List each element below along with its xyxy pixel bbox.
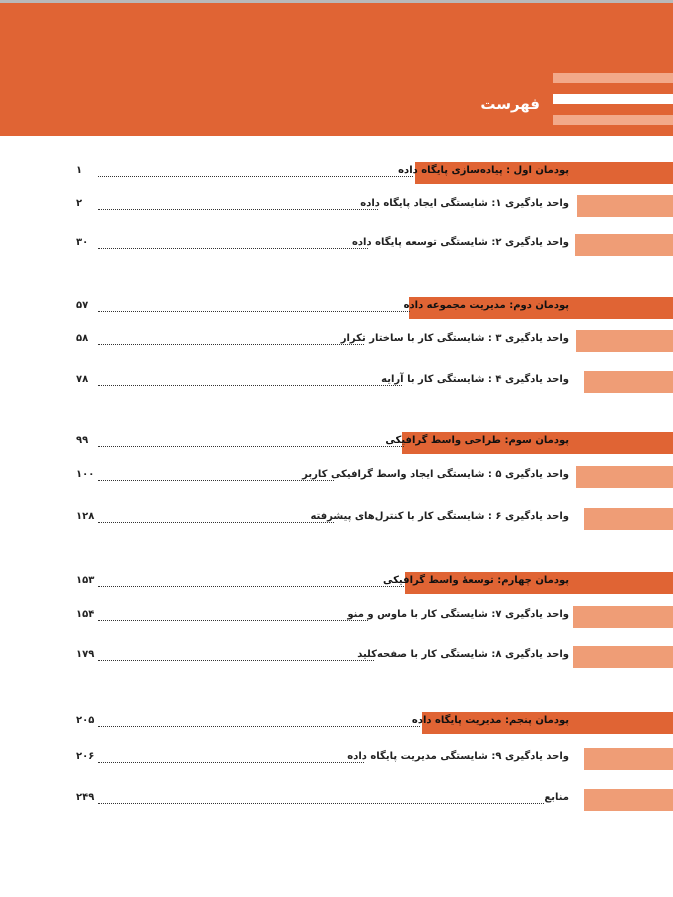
- toc-unit-9[interactable]: [0, 748, 673, 770]
- unit-bar: [575, 234, 673, 256]
- module-title: پودمان سوم: طراحی واسط گرافیکی: [385, 435, 569, 446]
- toc-module-5[interactable]: [0, 712, 673, 734]
- header-stripe-bottom: [553, 115, 673, 125]
- page-number: ۲۰۶: [76, 751, 95, 762]
- toc-unit-4[interactable]: [0, 371, 673, 393]
- dot-leader: [98, 480, 334, 481]
- toc-references[interactable]: [0, 789, 673, 811]
- page-title: فهرست: [480, 95, 540, 113]
- page-number: ۵۷: [76, 300, 89, 311]
- toc-unit-7[interactable]: [0, 606, 673, 628]
- page-number: ۱۷۹: [76, 649, 95, 660]
- page-number: ۲۰۵: [76, 715, 95, 726]
- page-number: ۳۰: [76, 237, 89, 248]
- dot-leader: [98, 209, 378, 210]
- page-number: ۱۰۰: [76, 469, 95, 480]
- dot-leader: [98, 762, 364, 763]
- dot-leader: [98, 385, 402, 386]
- toc-unit-5[interactable]: [0, 466, 673, 488]
- page-number: ۱۵۴: [76, 609, 95, 620]
- dot-leader: [98, 344, 364, 345]
- toc-unit-1[interactable]: [0, 195, 673, 217]
- unit-bar: [576, 466, 673, 488]
- page-number: ۱: [76, 165, 83, 176]
- dot-leader: [98, 660, 374, 661]
- dot-leader: [98, 446, 404, 447]
- dot-leader: [98, 248, 368, 249]
- toc-unit-8[interactable]: [0, 646, 673, 668]
- page-number: ۱۲۸: [76, 511, 95, 522]
- unit-bar: [584, 789, 673, 811]
- page-number: ۹۹: [76, 435, 89, 446]
- page-number: ۲: [76, 198, 83, 209]
- page-number: ۵۸: [76, 333, 89, 344]
- unit-bar: [584, 508, 673, 530]
- unit-bar: [584, 748, 673, 770]
- toc-unit-2[interactable]: [0, 234, 673, 256]
- unit-title: واحد یادگیری ۶ : شایستگی کار با کنترل‌های پیشرفته: [310, 511, 569, 522]
- toc-unit-6[interactable]: [0, 508, 673, 530]
- header-stripe-top: [553, 73, 673, 83]
- dot-leader: [98, 803, 544, 804]
- unit-title: واحد یادگیری ۸: شایستگی کار با صفحه‌کلید: [357, 649, 569, 660]
- unit-title: واحد یادگیری ۹: شایستگی مدیریت پایگاه داده: [347, 751, 569, 762]
- module-title: پودمان دوم: مدیریت مجموعه داده: [403, 300, 569, 311]
- page-header: [0, 3, 673, 136]
- page-number: ۱۵۳: [76, 575, 95, 586]
- toc-module-4[interactable]: [0, 572, 673, 594]
- module-title: پودمان پنجم: مدیریت پایگاه داده: [411, 715, 569, 726]
- unit-bar: [576, 330, 673, 352]
- dot-leader: [98, 522, 334, 523]
- unit-title: واحد یادگیری ۳ : شایستگی کار با ساختار تکرار: [340, 333, 569, 344]
- dot-leader: [98, 586, 404, 587]
- toc-module-2[interactable]: [0, 297, 673, 319]
- unit-bar: [573, 646, 673, 668]
- page-number: ۲۴۹: [76, 792, 95, 803]
- toc-module-3[interactable]: [0, 432, 673, 454]
- module-title: پودمان اول : پیاده‌سازی پایگاه داده: [398, 165, 569, 176]
- unit-title: واحد یادگیری ۲: شایستگی توسعه پایگاه داده: [352, 237, 569, 248]
- unit-title: واحد یادگیری ۵ : شایستگی ایجاد واسط گرافیکی کاربر: [302, 469, 569, 480]
- toc-unit-3[interactable]: [0, 330, 673, 352]
- references-title: منابع: [544, 792, 569, 803]
- unit-title: واحد یادگیری ۷: شایستگی کار با ماوس و منو: [347, 609, 569, 620]
- dot-leader: [98, 311, 410, 312]
- dot-leader: [98, 726, 420, 727]
- page-number: ۷۸: [76, 374, 89, 385]
- unit-title: واحد یادگیری ۱: شایستگی ایجاد پایگاه داده: [360, 198, 569, 209]
- module-title: پودمان چهارم: توسعهٔ واسط گرافیکی: [383, 575, 569, 586]
- toc-module-1[interactable]: [0, 162, 673, 184]
- unit-title: واحد یادگیری ۴ : شایستگی کار با آرایه: [381, 374, 569, 385]
- dot-leader: [98, 176, 413, 177]
- dot-leader: [98, 620, 368, 621]
- unit-bar: [573, 606, 673, 628]
- header-stripe-middle: [553, 94, 673, 104]
- unit-bar: [584, 371, 673, 393]
- unit-bar: [577, 195, 673, 217]
